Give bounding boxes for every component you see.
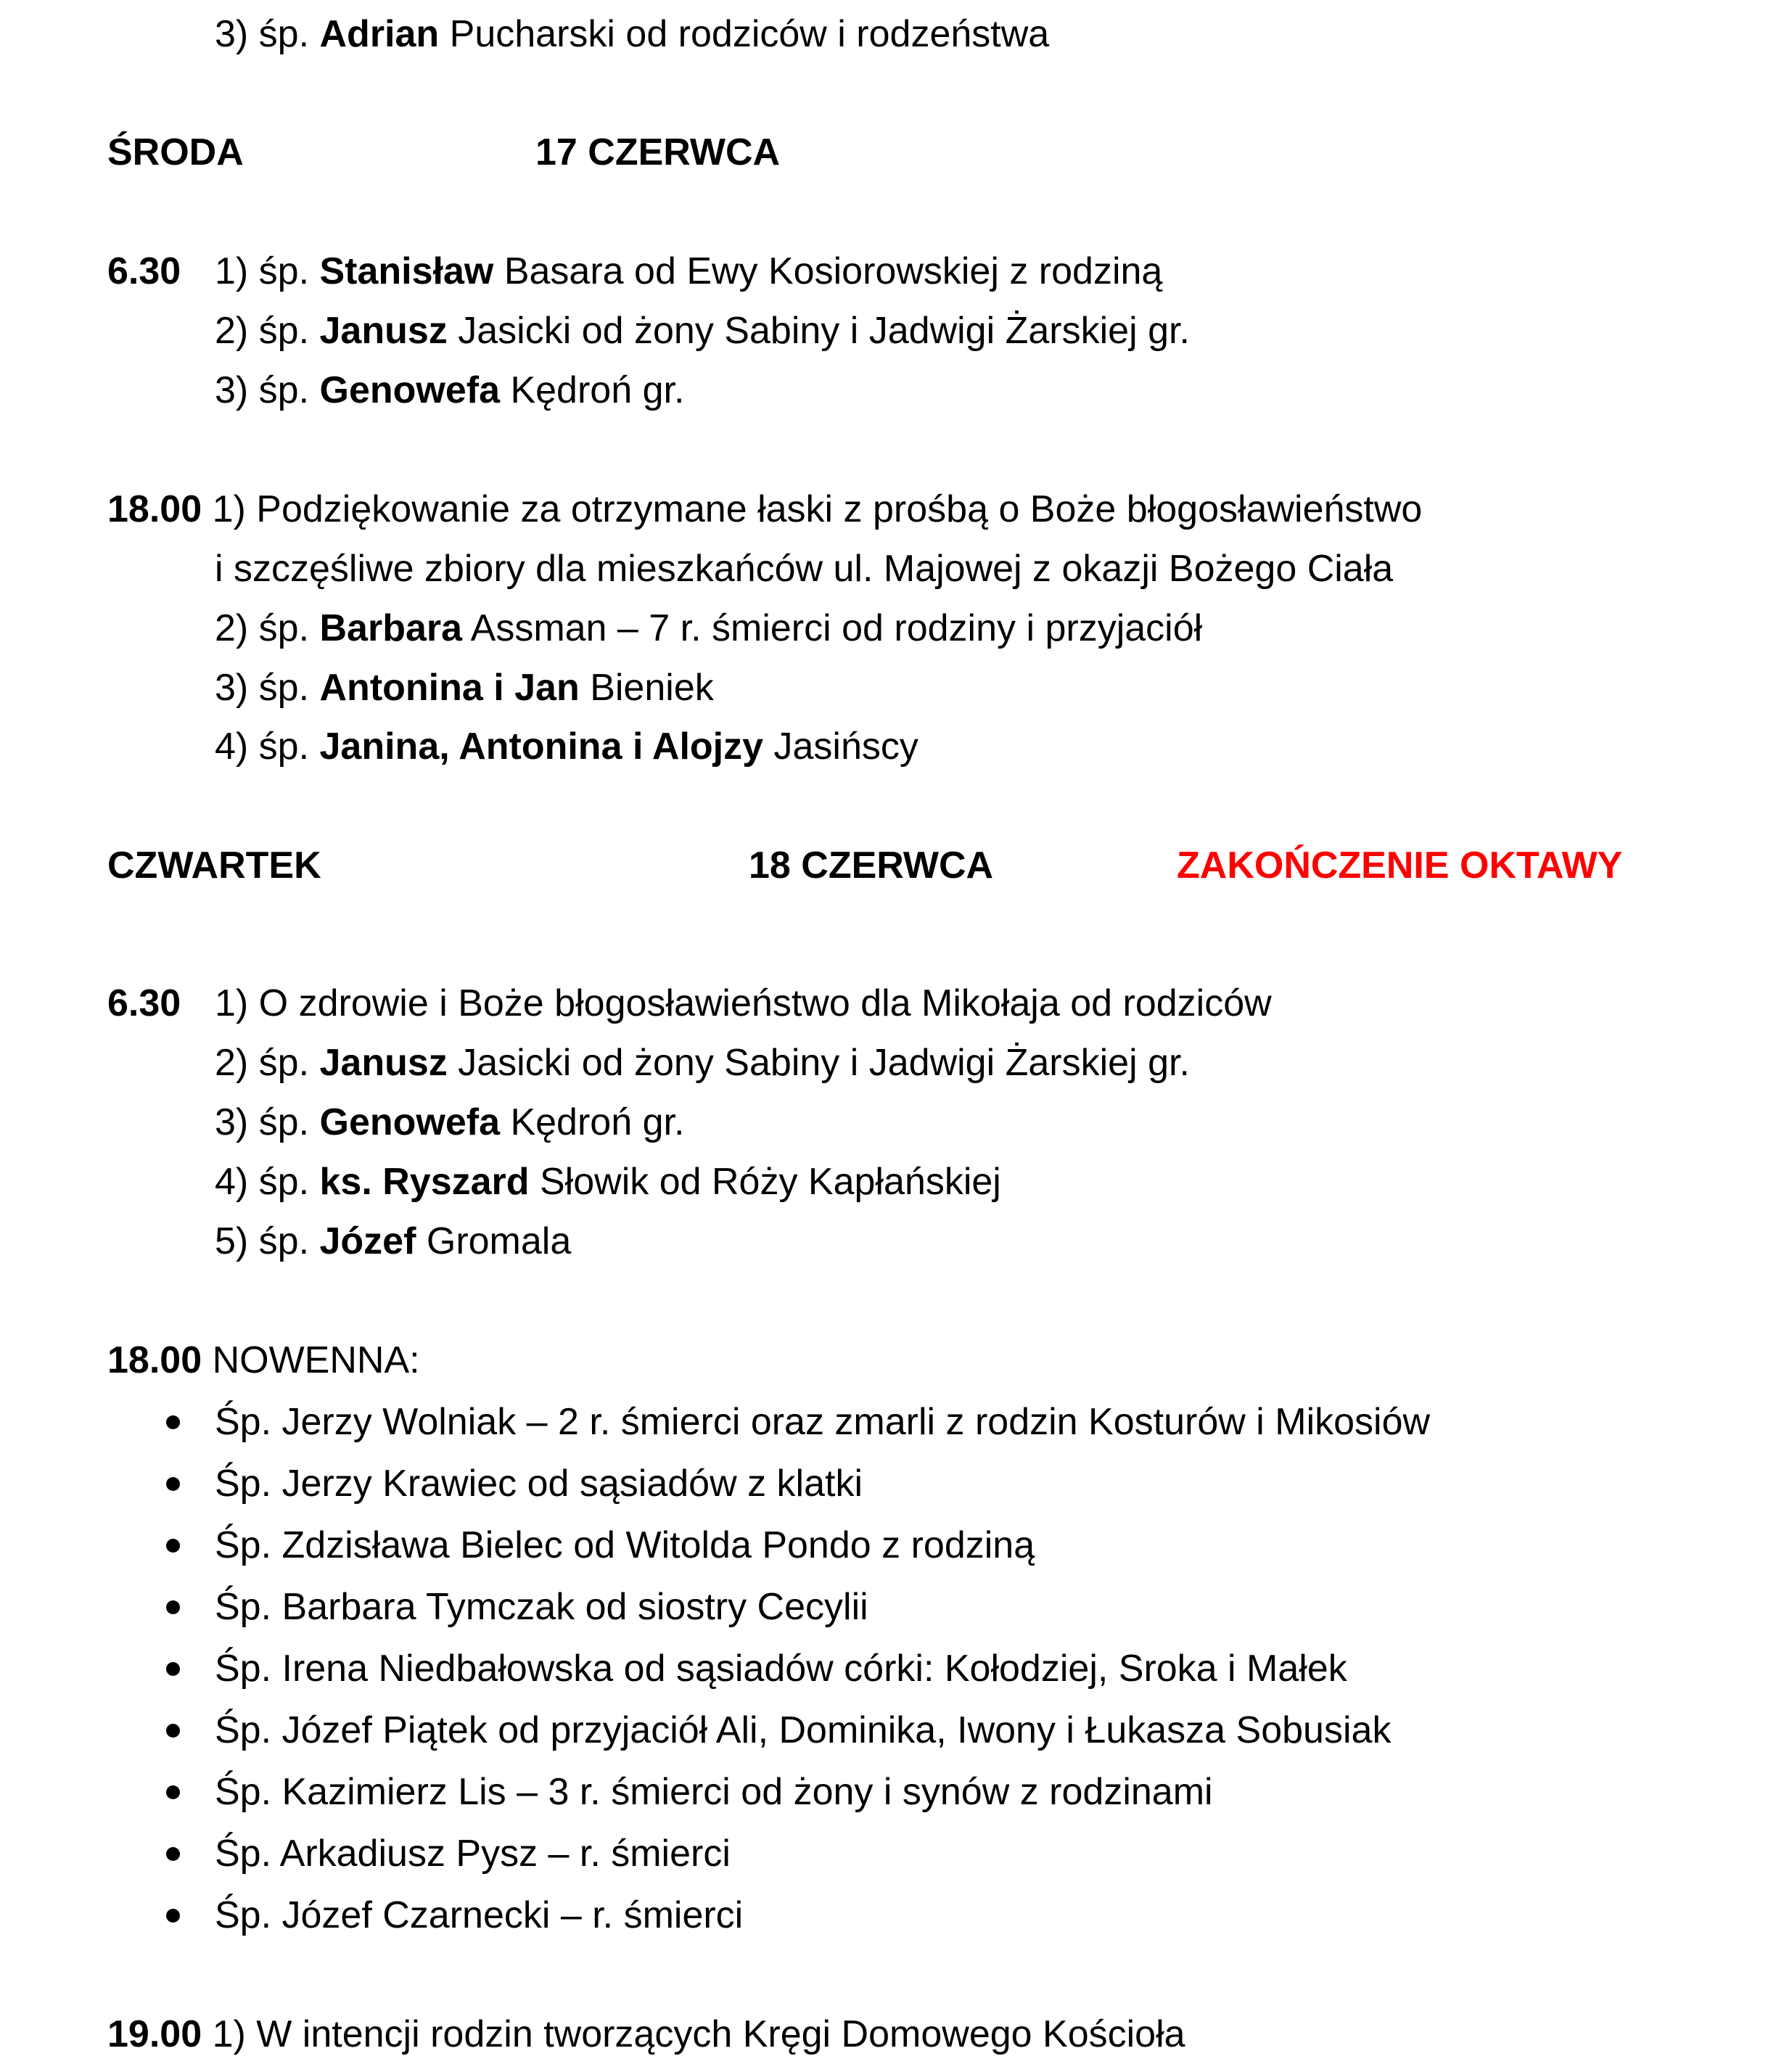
mass-time: 18.00 — [107, 488, 202, 530]
deceased-name: ks. Ryszard — [319, 1161, 530, 1203]
day-heading: ŚRODA — [107, 131, 244, 173]
date-heading: 17 CZERWCA — [535, 131, 781, 173]
intention-line: 2) śp. Barbara Assman – 7 r. śmierci od rodziny i przyjaciół — [215, 607, 1203, 649]
bullet-icon — [166, 1909, 180, 1923]
intention-line: 1) O zdrowie i Boże błogosławieństwo dla Mikołaja od rodziców — [215, 982, 1272, 1024]
list-item: Śp. Arkadiusz Pysz – r. śmierci — [215, 1833, 731, 1875]
list-item: Śp. Jerzy Wolniak – 2 r. śmierci oraz zmarli z rodzin Kosturów i Mikosiów — [215, 1401, 1431, 1443]
deceased-name: Antonina i Jan — [319, 667, 580, 709]
list-item: Śp. Józef Piątek od przyjaciół Ali, Dominika, Iwony i Łukasza Sobusiak — [215, 1709, 1392, 1751]
bullet-icon — [166, 1477, 180, 1491]
deceased-name: Genowefa — [319, 369, 500, 411]
list-item: Śp. Zdzisława Bielec od Witolda Pondo z rodziną — [215, 1524, 1035, 1566]
list-item: Śp. Barbara Tymczak od siostry Cecylii — [215, 1586, 868, 1628]
bullet-icon — [166, 1662, 180, 1676]
deceased-name: Janusz — [319, 1042, 448, 1084]
mass-time: 19.00 — [107, 2013, 202, 2055]
list-item: Śp. Kazimierz Lis – 3 r. śmierci od żony i synów z rodzinami — [215, 1771, 1213, 1813]
day-heading: CZWARTEK — [107, 844, 321, 887]
list-item: Śp. Jerzy Krawiec od sąsiadów z klatki — [215, 1463, 863, 1505]
intention-line: 5) śp. Józef Gromala — [215, 1220, 572, 1262]
bullet-icon — [166, 1415, 180, 1429]
deceased-name: Janina, Antonina i Alojzy — [319, 725, 764, 768]
intention-line: 1) śp. Stanisław Basara od Ewy Kosiorowskiej z rodziną — [215, 250, 1163, 292]
mass-time: 18.00 — [107, 1339, 202, 1381]
deceased-name: Barbara — [319, 607, 463, 649]
intention-line: 3) śp. Adrian Pucharski od rodziców i rodzeństwa — [215, 13, 1050, 55]
intention-line: 4) śp. ks. Ryszard Słowik od Róży Kapłańskiej — [215, 1161, 1001, 1203]
list-item: Śp. Irena Niedbałowska od sąsiadów córki: Kołodziej, Sroka i Małek — [215, 1648, 1347, 1690]
bullet-icon — [166, 1600, 180, 1614]
deceased-name: Genowefa — [319, 1101, 500, 1143]
bullet-icon — [166, 1785, 180, 1799]
bullet-icon — [166, 1724, 180, 1738]
bullet-icon — [166, 1539, 180, 1553]
intention-line: 4) śp. Janina, Antonina i Alojzy Jasińscy — [215, 725, 918, 768]
novena-heading: 18.00 NOWENNA: — [107, 1339, 420, 1381]
intention-line: 3) śp. Genowefa Kędroń gr. — [215, 1101, 685, 1143]
intention-line: 3) śp. Genowefa Kędroń gr. — [215, 369, 685, 411]
intention-line: 19.00 1) W intencji rodzin tworzących Kręgi Domowego Kościoła — [107, 2013, 1185, 2055]
intention-line: 2) śp. Janusz Jasicki od żony Sabiny i Jadwigi Żarskiej gr. — [215, 310, 1190, 352]
bullet-icon — [166, 1847, 180, 1861]
date-heading: 18 CZERWCA — [749, 844, 994, 887]
list-item: Śp. Józef Czarnecki – r. śmierci — [215, 1894, 744, 1936]
intention-line: 2) śp. Janusz Jasicki od żony Sabiny i Jadwigi Żarskiej gr. — [215, 1042, 1190, 1084]
deceased-name: Józef — [319, 1220, 416, 1262]
mass-time: 6.30 — [107, 250, 181, 292]
feast-heading: ZAKOŃCZENIE OKTAWY — [1177, 844, 1623, 887]
deceased-name: Stanisław — [319, 250, 494, 292]
mass-time: 6.30 — [107, 982, 181, 1024]
intention-line: i szczęśliwe zbiory dla mieszkańców ul. Majowej z okazji Bożego Ciała — [215, 548, 1394, 590]
intention-line: 18.00 1) Podziękowanie za otrzymane łaski z prośbą o Boże błogosławieństwo — [107, 488, 1423, 530]
intention-line: 3) śp. Antonina i Jan Bieniek — [215, 667, 714, 709]
deceased-name: Janusz — [319, 310, 448, 352]
deceased-name: Adrian — [319, 13, 440, 55]
